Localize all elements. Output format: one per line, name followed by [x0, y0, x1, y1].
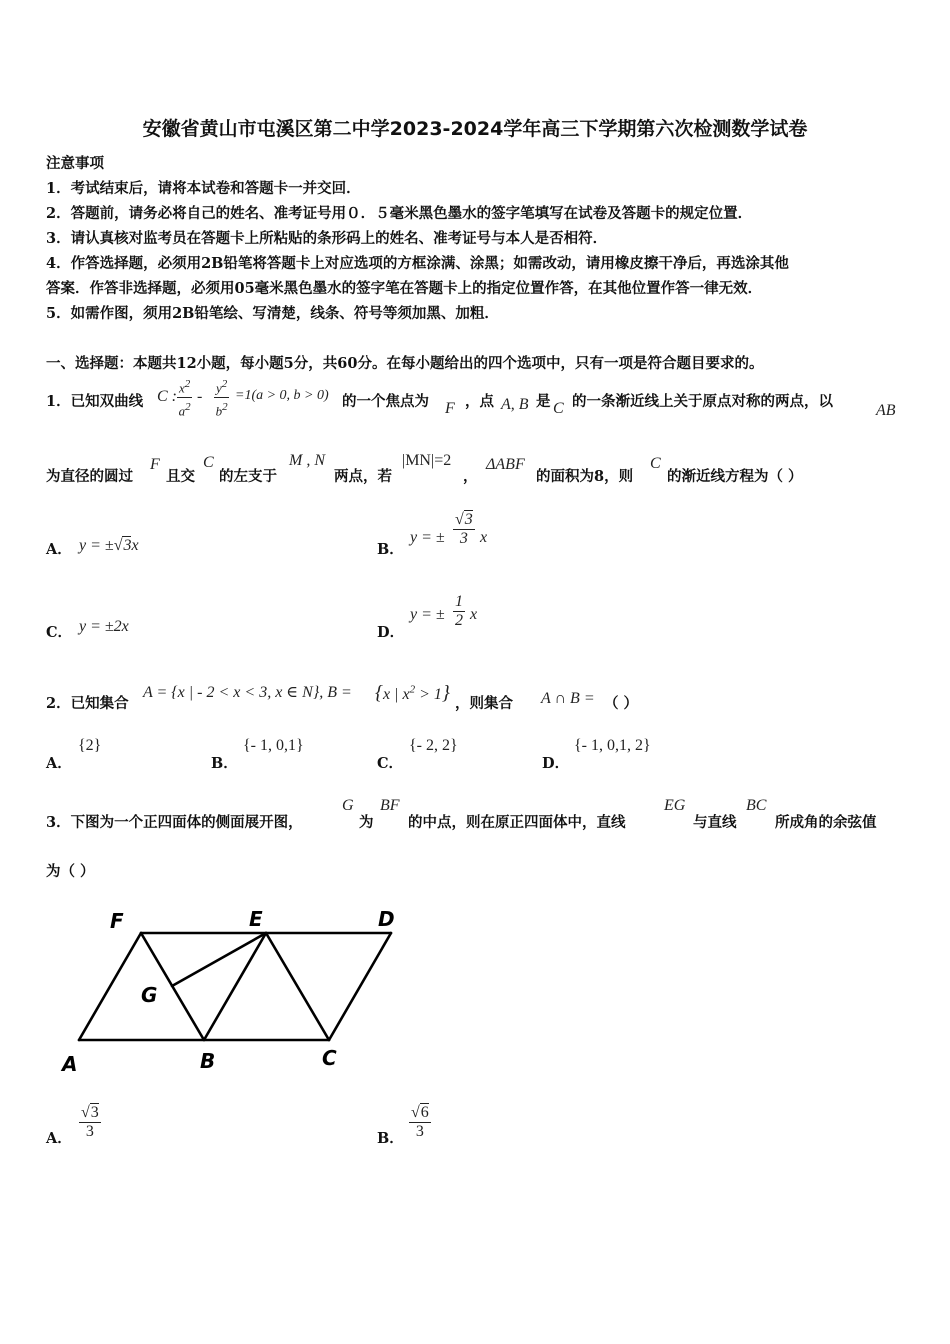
math-var: AB	[876, 402, 896, 419]
q1-text: ，点	[465, 393, 494, 410]
label-f: F	[110, 909, 124, 933]
exponent: 2	[409, 683, 416, 696]
notice-heading: 注意事项	[46, 155, 104, 172]
math-expr: x | x	[383, 686, 410, 703]
option-label: C．	[46, 624, 73, 641]
edge-ec	[266, 933, 329, 1040]
q2-text: ，则集合	[455, 695, 513, 712]
q3-option-a	[79, 1104, 101, 1141]
notice-item: 答案．作答非选择题，必须用05毫米黑色墨水的签字笔在答题卡上的指定位置作答，在其他位置作答一律无效．	[46, 280, 763, 297]
q3-text: 的中点，则在原正四面体中，直线	[408, 814, 626, 831]
set-a-expr: A = {x | - 2 < x < 3, x ∈ N}, B =	[143, 684, 352, 701]
math-expr: ΔABF	[486, 456, 525, 473]
q1-text: 两点，若	[334, 468, 392, 485]
exponent: 2	[184, 378, 191, 390]
q1-option-c: y = ±2x	[79, 618, 129, 635]
option-label: B．	[211, 755, 238, 772]
frac-num: 1	[455, 593, 463, 610]
edge-af	[79, 933, 141, 1040]
fraction	[453, 593, 465, 630]
math-expr: y = ±	[410, 529, 445, 546]
fraction-y-b	[214, 375, 229, 421]
q1-text: 的一个焦点为	[342, 393, 429, 410]
option-label: D．	[542, 755, 570, 772]
math-var: F	[150, 456, 160, 473]
label-d: D	[378, 907, 395, 931]
math-expr: A ∩ B =	[541, 690, 595, 707]
option-label: A．	[46, 541, 72, 558]
label-c: C	[322, 1046, 337, 1070]
math-expr: |MN|=2	[402, 452, 452, 469]
math-var: BF	[380, 797, 400, 814]
math-var: x	[470, 606, 478, 623]
radicand: 3	[123, 537, 132, 554]
math-var: F	[445, 400, 455, 417]
q2-option-c: {- 2, 2}	[409, 737, 458, 754]
q2-number: 2．已知集合	[46, 695, 129, 712]
math-expr: > 1	[415, 686, 442, 703]
q1-number: 1．已知双曲线	[46, 393, 144, 410]
frac-den: 3	[459, 530, 468, 547]
radicand: 3	[464, 511, 473, 528]
q3-text: 为	[359, 814, 374, 831]
frac-num: y	[216, 380, 222, 396]
notice-item: 1．考试结束后，请将本试卷和答题卡一并交回．	[46, 180, 361, 197]
q1-text: 的一条渐近线上关于原点对称的两点，以	[572, 393, 833, 410]
math-var: C	[203, 454, 214, 471]
section-heading: 一、选择题：本题共12小题，每小题5分，共60分。在每小题给出的四个选项中，只有一项是符合题目要求的。	[46, 355, 764, 372]
math-var: C	[650, 455, 661, 472]
exponent: 2	[221, 378, 228, 390]
q3-number: 3．下图为一个正四面体的侧面展开图，	[46, 814, 303, 831]
q1-text: ，	[463, 468, 478, 485]
fraction-x-a	[177, 375, 192, 421]
edge-cd	[329, 933, 391, 1040]
label-b: B	[200, 1049, 216, 1073]
math-expr: y = ±	[410, 606, 445, 623]
option-label: B．	[377, 541, 404, 558]
math-var: G	[342, 797, 354, 814]
math-var: M , N	[289, 452, 325, 469]
frac-den: 3	[415, 1123, 424, 1140]
q3-text: 为（ ）	[46, 863, 95, 880]
notice-item: 4．作答选择题，必须用2B铅笔将答题卡上对应选项的方框涂满、涂黑；如需改动，请用橡皮擦干净后，再选涂其他	[46, 255, 789, 272]
q2-option-d: {- 1, 0,1, 2}	[574, 737, 651, 754]
frac-den: 3	[85, 1123, 94, 1140]
exponent: 2	[185, 401, 191, 414]
label-g: G	[141, 983, 158, 1007]
option-label: B．	[377, 1130, 404, 1147]
option-label: C．	[377, 755, 404, 772]
page-title: 安徽省黄山市屯溪区第二中学2023-2024学年高三下学期第六次检测数学试卷	[142, 118, 808, 140]
notice-item: 5．如需作图，须用2B铅笔绘、写清楚，线条、符号等须加黑、加粗．	[46, 305, 499, 322]
fraction: $\frac{√6}{3}$	[411, 1104, 429, 1140]
q2-text: （ ）	[604, 695, 639, 712]
frac-den: b	[215, 403, 223, 419]
frac-den: a	[178, 403, 186, 419]
q1-text: 的左支于	[219, 468, 277, 485]
option-label: A．	[46, 1130, 72, 1147]
fraction: $\frac{√3}{3}$	[455, 511, 473, 547]
frac-den: 2	[455, 612, 463, 629]
radicand: 3	[90, 1104, 99, 1121]
q1-option-a: y = ±√3x	[79, 537, 139, 554]
label-e: E	[249, 907, 263, 931]
equation-rhs: =1(a > 0, b > 0)	[235, 388, 329, 403]
math-expr: y = ±	[79, 537, 114, 554]
option-label: A．	[46, 755, 72, 772]
radicand: 6	[420, 1104, 429, 1121]
q2-option-b: {- 1, 0,1}	[243, 737, 304, 754]
q1-text: 为直径的圆过	[46, 468, 133, 485]
label-a: A	[62, 1052, 78, 1076]
q3-option-b	[409, 1104, 431, 1141]
q1-text: 是	[536, 393, 551, 410]
set-b-expr: {x | $x^2 > 1$}	[375, 682, 450, 704]
math-var: x	[480, 529, 488, 546]
frac-num: x	[179, 380, 185, 396]
math-var: BC	[746, 797, 767, 814]
math-var: x	[131, 537, 139, 554]
tetrahedron-net-figure	[40, 895, 420, 1085]
curve-name: C :	[157, 388, 177, 405]
fraction: $\frac{√3}{3}$	[81, 1104, 99, 1140]
exponent: 2	[222, 401, 228, 414]
notice-item: 2．答题前，请务必将自己的姓名、准考证号用０．５毫米黑色墨水的签字笔填写在试卷及答题卡的规定位置．	[46, 205, 753, 222]
math-var: A, B	[501, 396, 529, 413]
q1-text: 的渐近线方程为（ ）	[667, 468, 803, 485]
math-var: C	[553, 400, 564, 417]
q3-text: 所成角的余弦值	[775, 814, 877, 831]
minus-sign: -	[197, 388, 203, 405]
q2-option-a: {2}	[78, 737, 102, 754]
math-var: EG	[664, 797, 686, 814]
option-label: D．	[377, 624, 405, 641]
q1-text: 的面积为8，则	[536, 468, 634, 485]
notice-item: 3．请认真核对监考员在答题卡上所粘贴的条形码上的姓名、准考证号与本人是否相符．	[46, 230, 608, 247]
q1-text: 且交	[166, 468, 195, 485]
q3-text: 与直线	[693, 814, 737, 831]
